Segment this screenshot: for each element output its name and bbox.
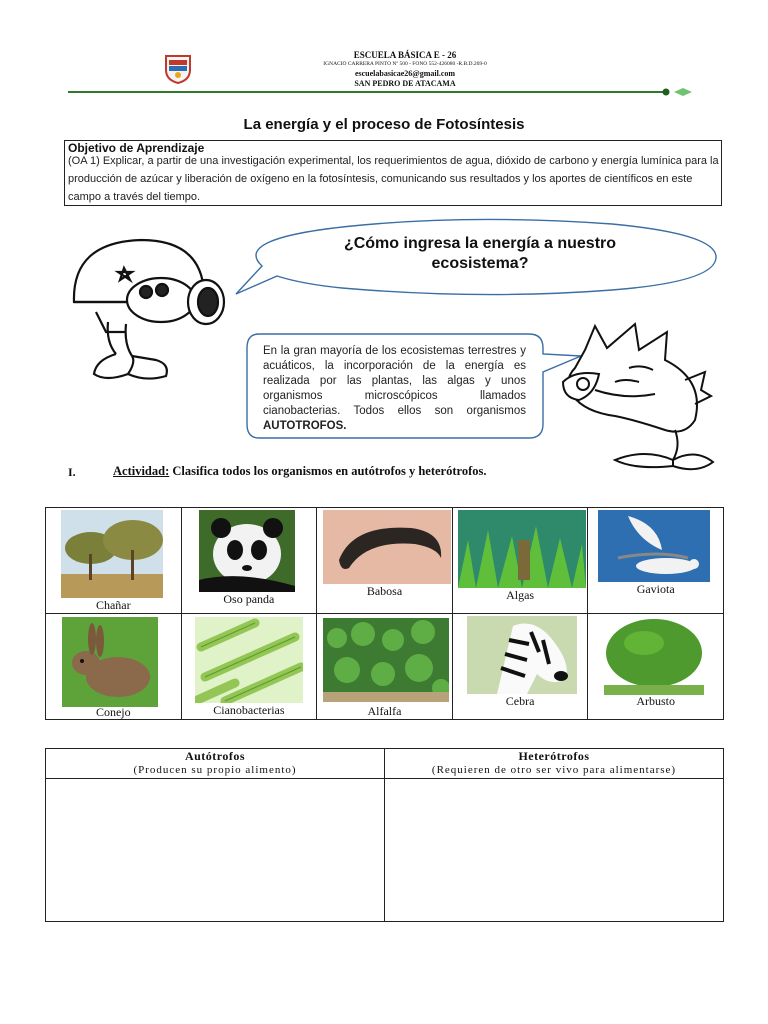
- school-logo-icon: [162, 52, 194, 84]
- organism-label: Alfalfa: [367, 704, 402, 718]
- heterotrophs-title: Heterótrofos: [518, 749, 590, 763]
- organism-label: Algas: [506, 588, 535, 602]
- question-text: ¿Cómo ingresa la energía a nuestro ecosistema?: [343, 235, 617, 272]
- slug-image: [323, 510, 451, 584]
- organism-cell: [46, 508, 182, 614]
- chomper-character-icon: [555, 320, 715, 478]
- heterotrophs-subtitle: (Requieren de otro ser vivo para alimentarse): [431, 764, 677, 776]
- organism-label: Chañar: [95, 598, 131, 612]
- bush-image: [604, 617, 704, 695]
- organism-cell: [317, 614, 453, 720]
- autotrophs-subtitle: (Producen su propio alimento): [133, 764, 297, 776]
- organisms-grid: [45, 507, 724, 720]
- autotrophs-answer-area[interactable]: [46, 779, 385, 922]
- rabbit-image: [62, 617, 158, 707]
- algae-image: [458, 510, 586, 588]
- info-text: [263, 344, 526, 434]
- school-address: IGNACIO CARRERA PINTO Nº 500 - FONO 552-426080 -R.B.D.269-0: [323, 61, 487, 67]
- organism-cell: [181, 614, 317, 720]
- info-body: En la gran mayoría de los ecosistemas terrestres y acuáticos, la incorporación de la energía es realizada por las plantas, las algas y unos organismos microscópicos llamados cianobacterias. Todos ellos son organismos: [263, 345, 526, 417]
- classification-table: [45, 748, 724, 922]
- organism-cell: [452, 508, 588, 614]
- panda-image: [199, 510, 295, 592]
- cyanobacteria-image: [195, 617, 303, 703]
- header-divider: [68, 88, 693, 96]
- seagull-image: [598, 510, 710, 582]
- autotrophs-title: Autótrofos: [184, 749, 246, 763]
- organism-cell: [588, 614, 724, 720]
- school-email: escuelabasicae26@gmail.com: [354, 69, 456, 78]
- heterotrophs-header: [385, 749, 724, 779]
- organism-label: Oso panda: [223, 592, 275, 606]
- organism-label: Arbusto: [636, 694, 676, 708]
- info-bold-term: AUTOTROFOS.: [263, 420, 347, 432]
- activity-label: Actividad:: [113, 464, 170, 478]
- peashooter-character-icon: [66, 232, 231, 394]
- school-town: SAN PEDRO DE ATACAMA: [354, 79, 456, 88]
- organism-label: Cianobacterias: [213, 703, 285, 717]
- objective-heading: Objetivo de Aprendizaje: [68, 141, 205, 155]
- heterotrophs-answer-area[interactable]: [385, 779, 724, 922]
- tree-image: [61, 510, 163, 598]
- page-title: La energía y el proceso de Fotosíntesis: [243, 116, 525, 133]
- alfalfa-image: [323, 618, 449, 702]
- organism-cell: [588, 508, 724, 614]
- activity-number: I.: [68, 465, 76, 479]
- school-name: ESCUELA BÁSICA E - 26: [353, 50, 457, 60]
- organism-label: Conejo: [95, 705, 131, 719]
- activity-text: Clasifica todos los organismos en autótrofos y heterótrofos.: [172, 464, 487, 478]
- organism-cell: [452, 614, 588, 720]
- organism-label: Babosa: [366, 584, 403, 598]
- organism-label: Gaviota: [636, 582, 675, 596]
- autotrophs-header: [46, 749, 385, 779]
- organism-label: Cebra: [505, 694, 535, 708]
- zebra-image: [467, 616, 577, 694]
- organism-cell: [181, 508, 317, 614]
- objective-text: (OA 1) Explicar, a partir de una investigación experimental, los requerimientos de agua, dióxido de carbono y energía lumínica para la producción de azúcar y liberación de oxígeno en la fotosíntesis, comunicando sus resultados y los aportes de científicos en este campo a través del tiempo.: [68, 155, 719, 203]
- organism-cell: [317, 508, 453, 614]
- activity-instruction: [113, 464, 553, 479]
- organism-cell: [46, 614, 182, 720]
